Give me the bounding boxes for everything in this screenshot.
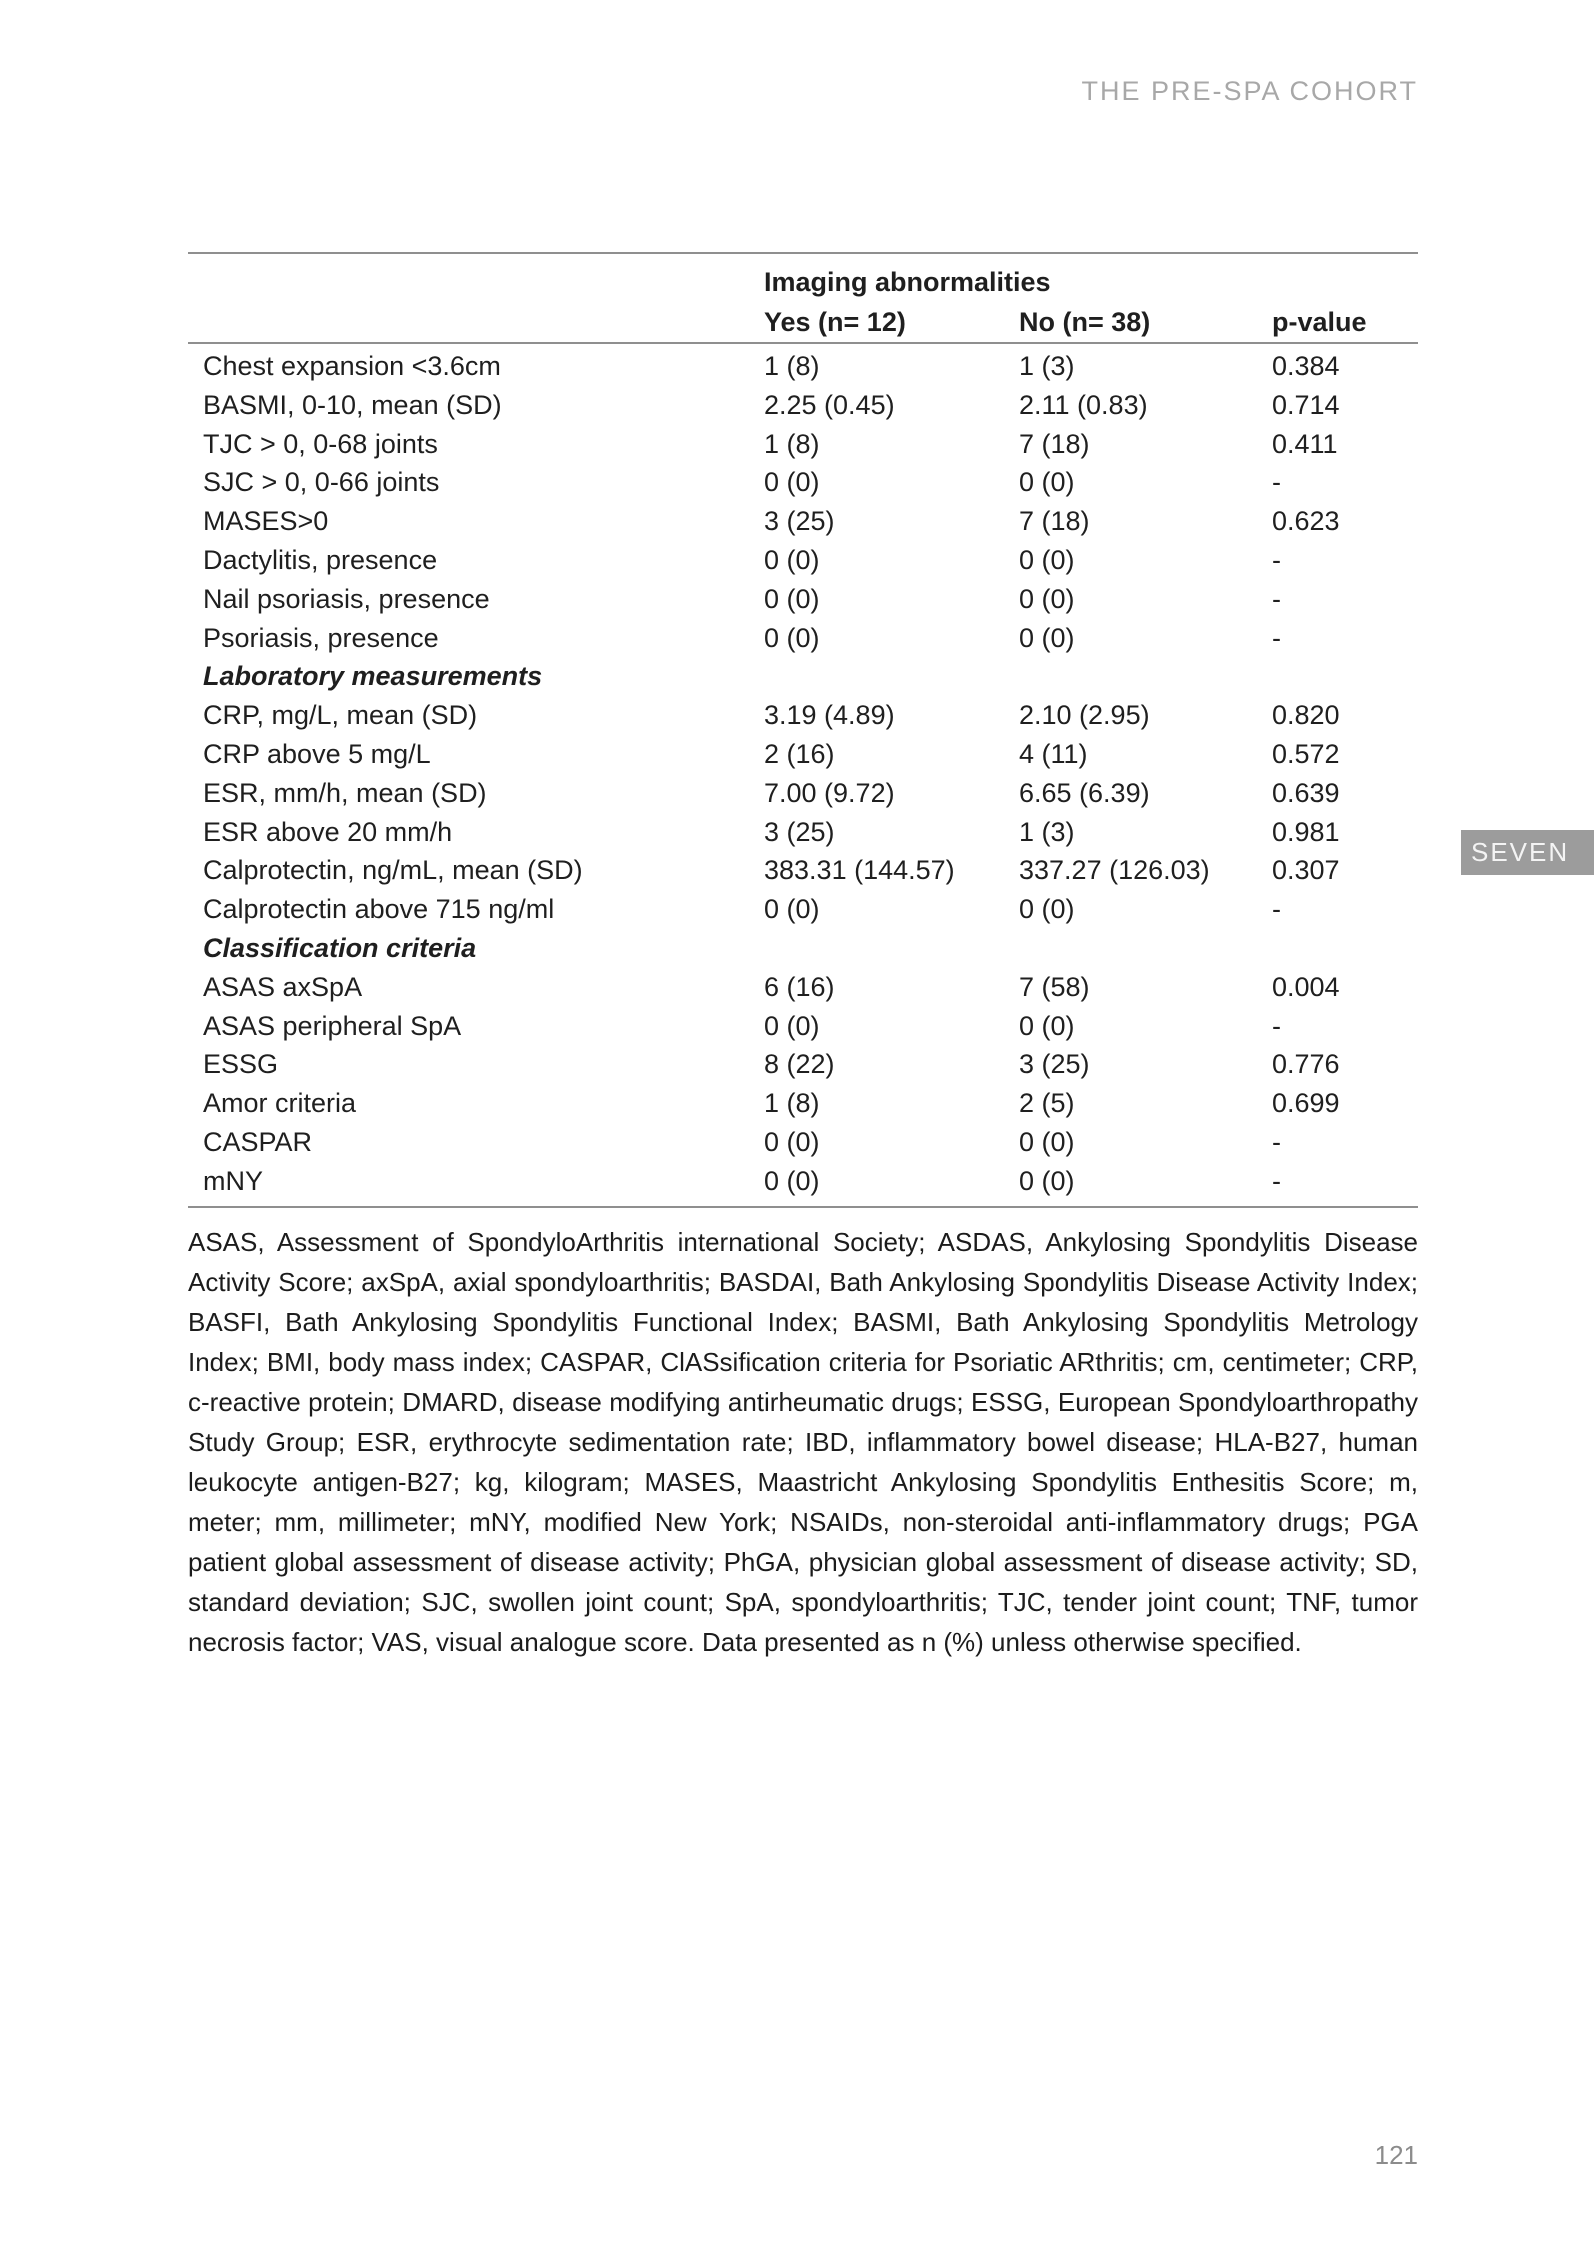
column-group-header: Imaging abnormalities xyxy=(764,267,1051,297)
row-no-value: 2.10 (2.95) xyxy=(1019,700,1150,731)
table-row xyxy=(188,1162,1418,1201)
table-row xyxy=(188,1084,1418,1123)
row-no-value: 0 (0) xyxy=(1019,622,1075,653)
row-label: Chest expansion <3.6cm xyxy=(203,351,501,381)
table-row xyxy=(188,386,1418,425)
table-row xyxy=(188,774,1418,813)
row-yes-value: 0 (0) xyxy=(764,583,820,614)
row-label: CRP above 5 mg/L xyxy=(203,738,431,769)
row-yes-value: 0 (0) xyxy=(764,622,820,653)
row-no-value: 2.11 (0.83) xyxy=(1019,389,1148,420)
row-no-value xyxy=(1019,929,1272,968)
row-p-value: 0.714 xyxy=(1272,389,1340,420)
table-row xyxy=(188,619,1418,658)
row-p-value: 0.820 xyxy=(1272,700,1340,731)
row-no-value: 0 (0) xyxy=(1019,544,1075,575)
row-yes-value: 3 (25) xyxy=(764,506,835,537)
row-no-value: 0 (0) xyxy=(1019,1126,1075,1157)
row-p-value: 0.004 xyxy=(1272,971,1340,1002)
table-row xyxy=(188,1007,1418,1046)
table-row xyxy=(188,890,1418,929)
row-label: CRP, mg/L, mean (SD) xyxy=(203,700,478,731)
row-label: Psoriasis, presence xyxy=(203,622,439,653)
row-no-value: 7 (18) xyxy=(1019,428,1090,459)
row-no-value: 0 (0) xyxy=(1019,894,1075,925)
row-yes-value: 3 (25) xyxy=(764,816,835,847)
row-p-value: - xyxy=(1272,467,1281,498)
results-table xyxy=(188,252,1418,1208)
row-p-value xyxy=(1272,929,1418,968)
row-no-value: 2 (5) xyxy=(1019,1088,1075,1119)
row-yes-value: 383.31 (144.57) xyxy=(764,855,955,886)
row-no-value: 4 (11) xyxy=(1019,738,1088,769)
row-p-value: - xyxy=(1272,622,1281,653)
row-no-value: 0 (0) xyxy=(1019,1165,1075,1196)
row-label: ESR above 20 mm/h xyxy=(203,816,453,847)
row-yes-value: 1 (8) xyxy=(764,428,820,459)
row-yes-value: 1 (8) xyxy=(764,1088,820,1119)
table-row xyxy=(188,1123,1418,1162)
row-no-value: 337.27 (126.03) xyxy=(1019,855,1210,886)
row-label: Dactylitis, presence xyxy=(203,544,438,575)
row-yes-value: 0 (0) xyxy=(764,894,820,925)
row-p-value: 0.411 xyxy=(1272,428,1338,459)
row-p-value: 0.699 xyxy=(1272,1088,1340,1119)
row-label: CASPAR xyxy=(203,1126,313,1157)
row-p-value: 0.623 xyxy=(1272,506,1340,537)
table-row xyxy=(188,347,1418,386)
row-label: ASAS axSpA xyxy=(203,971,363,1002)
row-p-value: - xyxy=(1272,1010,1281,1041)
row-no-value: 7 (18) xyxy=(1019,506,1090,537)
row-label: TJC > 0, 0-68 joints xyxy=(203,428,438,459)
row-p-value: - xyxy=(1272,1165,1281,1196)
row-label: Classification criteria xyxy=(203,932,477,963)
row-yes-value: 0 (0) xyxy=(764,467,820,498)
row-label: ASAS peripheral SpA xyxy=(203,1010,462,1041)
table-header xyxy=(188,254,1418,344)
row-p-value: 0.572 xyxy=(1272,738,1340,769)
row-label: BASMI, 0-10, mean (SD) xyxy=(203,389,502,420)
row-yes-value: 0 (0) xyxy=(764,544,820,575)
column-header-empty xyxy=(188,302,764,342)
row-label: Laboratory measurements xyxy=(203,661,543,692)
row-label: ESR, mm/h, mean (SD) xyxy=(203,777,487,808)
row-p-value: - xyxy=(1272,583,1281,614)
row-p-value: 0.981 xyxy=(1272,816,1340,847)
table-row xyxy=(188,813,1418,852)
column-header-row xyxy=(188,302,1418,342)
row-yes-value: 2.25 (0.45) xyxy=(764,389,895,420)
row-no-value: 1 (3) xyxy=(1019,816,1075,847)
row-no-value: 6.65 (6.39) xyxy=(1019,777,1150,808)
table-row xyxy=(188,929,1418,968)
row-yes-value xyxy=(764,657,1019,696)
row-yes-value: 8 (22) xyxy=(764,1049,835,1080)
table-row xyxy=(188,696,1418,735)
row-label: mNY xyxy=(203,1165,263,1196)
row-yes-value: 6 (16) xyxy=(764,971,835,1002)
row-p-value: 0.639 xyxy=(1272,777,1340,808)
table-footnote: ASAS, Assessment of SpondyloArthritis international Society; ASDAS, Ankylosing Spondylitis Disease Activity Score; axSpA, axial spondyloarthritis; BASDAI, Bath Ankylosing Spondylitis Disease Activity Index; BASFI, Bath Ankylosing Spondylitis Functional Index; BASMI, Bath Ankylosing Spondylitis Metrology Index; BMI, body mass index; CASPAR, ClASsification criteria for Psoriatic ARthritis; cm, centimeter; CRP, c-reactive protein; DMARD, disease modifying antirheumatic drugs; ESSG, European Spondyloarthropathy Study Group; ESR, erythrocyte sedimentation rate; IBD, inflammatory bowel disease; HLA-B27, human leukocyte antigen-B27; kg, kilogram; MASES, Maastricht Ankylosing Spondylitis Enthesitis Score; m, meter; mm, millimeter; mNY, modified New York; NSAIDs, non-steroidal anti-inflammatory drugs; PGA patient global assessment of disease activity; PhGA, physician global assessment of disease activity; SD, standard deviation; SJC, swollen joint count; SpA, spondyloarthritis; TJC, tender joint count; TNF, tumor necrosis factor; VAS, visual analogue score. Data presented as n (%) unless otherwise specified. xyxy=(188,1227,1418,1657)
table-body xyxy=(188,344,1418,1208)
chapter-tab xyxy=(1461,830,1594,875)
row-yes-value xyxy=(764,929,1019,968)
row-label: ESSG xyxy=(203,1049,279,1080)
row-no-value: 0 (0) xyxy=(1019,1010,1075,1041)
row-yes-value: 0 (0) xyxy=(764,1126,820,1157)
table-row xyxy=(188,541,1418,580)
table-row xyxy=(188,463,1418,502)
row-label: Amor criteria xyxy=(203,1088,357,1119)
row-label: Calprotectin, ng/mL, mean (SD) xyxy=(203,855,583,886)
page-number: 121 xyxy=(1374,2140,1418,2170)
table-row xyxy=(188,968,1418,1007)
table-row xyxy=(188,425,1418,464)
row-no-value: 1 (3) xyxy=(1019,351,1075,381)
row-p-value: - xyxy=(1272,544,1281,575)
row-no-value: 0 (0) xyxy=(1019,583,1075,614)
row-yes-value: 1 (8) xyxy=(764,351,820,381)
row-p-value: 0.776 xyxy=(1272,1049,1340,1080)
row-yes-value: 0 (0) xyxy=(764,1165,820,1196)
row-yes-value: 0 (0) xyxy=(764,1010,820,1041)
row-p-value: - xyxy=(1272,894,1281,925)
row-yes-value: 7.00 (9.72) xyxy=(764,777,895,808)
table-row xyxy=(188,502,1418,541)
row-no-value: 0 (0) xyxy=(1019,467,1075,498)
table-row xyxy=(188,1045,1418,1084)
row-p-value xyxy=(1272,657,1418,696)
row-yes-value: 2 (16) xyxy=(764,738,835,769)
row-label: Calprotectin above 715 ng/ml xyxy=(203,894,555,925)
chapter-tab-label: SEVEN xyxy=(1471,837,1570,867)
row-label: SJC > 0, 0-66 joints xyxy=(203,467,440,498)
table-row xyxy=(188,735,1418,774)
row-no-value xyxy=(1019,657,1272,696)
row-no-value: 7 (58) xyxy=(1019,971,1090,1002)
row-label: Nail psoriasis, presence xyxy=(203,583,490,614)
column-header-yes: Yes (n= 12) xyxy=(764,307,906,337)
row-no-value: 3 (25) xyxy=(1019,1049,1090,1080)
column-header-pvalue: p-value xyxy=(1272,307,1367,337)
row-p-value: 0.384 xyxy=(1272,351,1340,381)
row-p-value: 0.307 xyxy=(1272,855,1340,886)
table-row xyxy=(188,851,1418,890)
column-header-no: No (n= 38) xyxy=(1019,307,1151,337)
row-label: MASES>0 xyxy=(203,506,329,537)
row-p-value: - xyxy=(1272,1126,1281,1157)
row-yes-value: 3.19 (4.89) xyxy=(764,700,895,731)
table-row xyxy=(188,580,1418,619)
table-row xyxy=(188,657,1418,696)
running-header: THE PRE-SPA COHORT xyxy=(1081,76,1418,106)
